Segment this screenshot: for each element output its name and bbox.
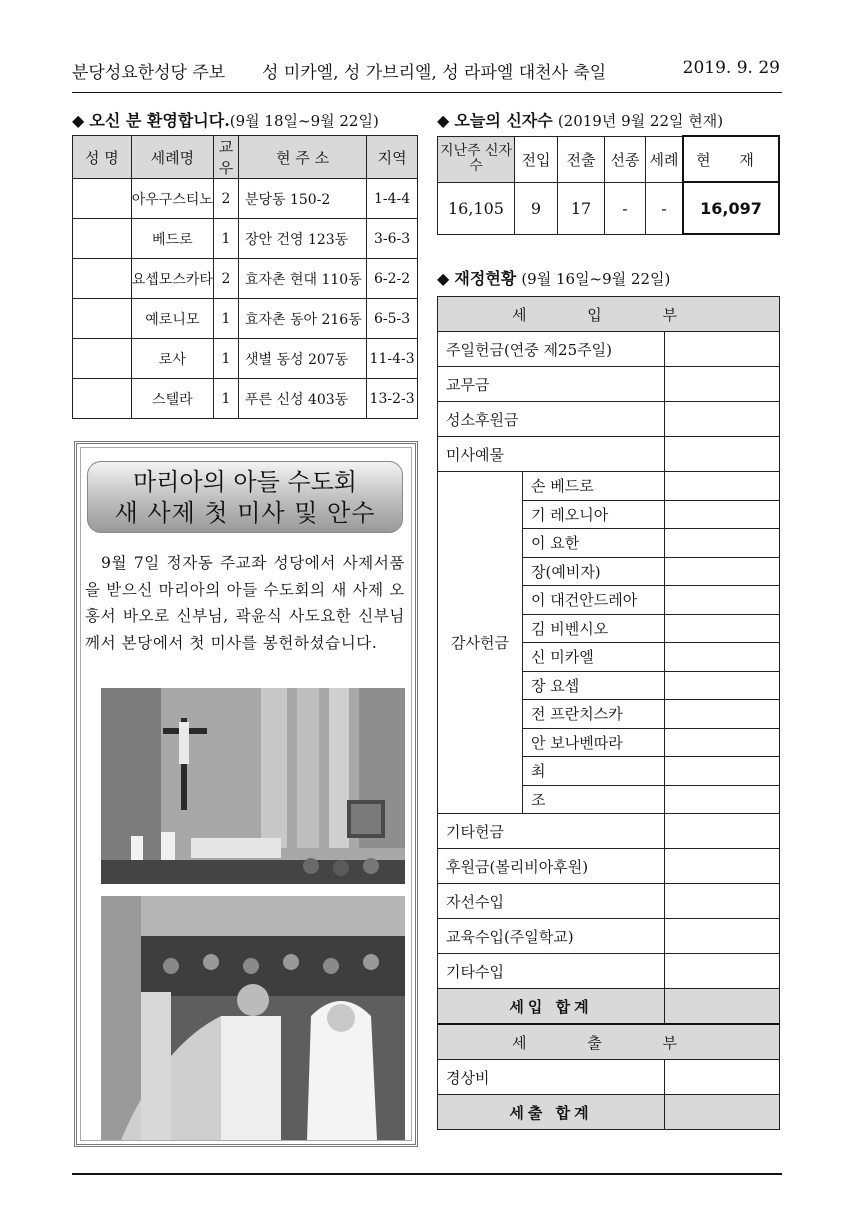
cell-baptismal: 예로니모: [131, 299, 213, 339]
cell-name: [73, 379, 132, 419]
income-amount: [665, 437, 780, 472]
donor-name: 최: [523, 757, 665, 786]
table-row: [438, 849, 780, 884]
donor-name: 장(예비자): [523, 557, 665, 586]
header-rule: [72, 92, 782, 93]
table-row: [438, 367, 780, 402]
table-row: [73, 219, 418, 259]
cell-address: 분당동 150-2: [238, 179, 366, 219]
col-address: 현 주 소: [238, 136, 366, 179]
cell-area: 13-2-3: [367, 379, 418, 419]
income-total-amount: [665, 989, 780, 1025]
table-row: [73, 379, 418, 419]
income-item: 교무금: [438, 367, 665, 402]
other-amount: [665, 884, 780, 919]
cell-address: 푸른 신성 403동: [238, 379, 366, 419]
table-row: [438, 919, 780, 954]
expense-header: 세 출 부: [438, 1024, 780, 1060]
table-row: [73, 299, 418, 339]
welcome-title: 오신 분 환영합니다.: [89, 111, 230, 130]
cell-area: 6-2-2: [367, 259, 418, 299]
feature-title-line1: 마리아의 아들 수도회: [133, 468, 357, 496]
cell-address: 효자촌 현대 110동: [238, 259, 366, 299]
value-deceased: -: [605, 182, 646, 234]
donor-amount: [665, 643, 780, 672]
believers-period: (2019년 9월 22일 현재): [557, 112, 724, 130]
cell-baptismal: 로사: [131, 339, 213, 379]
expense-total-row: [438, 1095, 780, 1130]
diamond-icon: ◆: [72, 111, 85, 130]
feature-title-line2: 새 사제 첫 미사 및 안수: [114, 499, 376, 527]
income-item: 성소후원금: [438, 402, 665, 437]
diamond-icon: ◆: [437, 111, 450, 130]
cell-name: [73, 339, 132, 379]
donor-amount: [665, 557, 780, 586]
income-item: 미사예물: [438, 437, 665, 472]
income-amount: [665, 402, 780, 437]
believers-header-row: [438, 136, 780, 182]
col-area: 지역: [367, 136, 418, 179]
feature-box: [74, 441, 418, 1147]
table-row: [438, 472, 780, 501]
feature-body: 9월 7일 정자동 주교좌 성당에서 사제서품을 받으신 마리아의 아들 수도회의 새 사제 오홍서 바오로 신부님, 곽윤식 사도요한 신부님께서 본당에서 첫 미사를 봉헌하셨습니다.: [85, 554, 405, 652]
donor-amount: [665, 500, 780, 529]
value-move-out: 17: [558, 182, 605, 234]
diamond-icon: ◆: [437, 269, 450, 288]
col-last-week: 지난주 신자수: [438, 136, 515, 182]
other-amount: [665, 954, 780, 989]
believers-table: [437, 135, 780, 235]
cell-name: [73, 179, 132, 219]
bulletin-date: 2019. 9. 29: [682, 58, 780, 78]
income-amount: [665, 367, 780, 402]
finance-table: [437, 296, 780, 1130]
cell-name: [73, 299, 132, 339]
page-header: [72, 58, 780, 84]
expense-total-label: 세출 합계: [438, 1095, 665, 1130]
col-baptismal: 세례명: [131, 136, 213, 179]
donor-name: 안 보나벤따라: [523, 728, 665, 757]
thanks-offering-label: 감사헌금: [438, 472, 523, 814]
donor-name: 신 미카엘: [523, 643, 665, 672]
donor-amount: [665, 700, 780, 729]
finance-title: 재정현황: [454, 269, 517, 288]
income-total-row: [438, 989, 780, 1025]
table-row: [438, 437, 780, 472]
donor-amount: [665, 472, 780, 501]
cell-area: 1-4-4: [367, 179, 418, 219]
expense-item: 경상비: [438, 1060, 665, 1095]
donor-name: 이 요한: [523, 529, 665, 558]
other-amount: [665, 814, 780, 849]
donor-amount: [665, 586, 780, 615]
income-amount: [665, 332, 780, 367]
cell-name: [73, 219, 132, 259]
col-deceased: 선종: [605, 136, 646, 182]
donor-amount: [665, 785, 780, 814]
table-row: [438, 402, 780, 437]
laying-of-hands-photo: [101, 896, 405, 1140]
cell-name: [73, 259, 132, 299]
value-last-week: 16,105: [438, 182, 515, 234]
first-mass-altar-photo: [101, 688, 405, 884]
col-family: 교우: [214, 136, 239, 179]
col-name: 성 명: [73, 136, 132, 179]
cell-family: 1: [214, 299, 239, 339]
believers-heading: [437, 108, 723, 131]
donor-name: 전 프란치스카: [523, 700, 665, 729]
other-item: 기타수입: [438, 954, 665, 989]
believers-value-row: [438, 182, 780, 234]
feature-banner: [87, 461, 403, 533]
table-row: [438, 814, 780, 849]
table-row: [438, 884, 780, 919]
welcome-table: [72, 135, 418, 419]
value-baptism: -: [646, 182, 684, 234]
welcome-table-header: [73, 136, 418, 179]
table-row: [438, 1060, 780, 1095]
table-row: [73, 339, 418, 379]
cell-area: 11-4-3: [367, 339, 418, 379]
feast-title: 성 미카엘, 성 가브리엘, 성 라파엘 대천사 축일: [262, 63, 607, 83]
other-item: 교육수입(주일학교): [438, 919, 665, 954]
cell-family: 1: [214, 339, 239, 379]
welcome-period: (9월 18일~9월 22일): [229, 112, 379, 130]
donor-amount: [665, 728, 780, 757]
donor-name: 조: [523, 785, 665, 814]
welcome-heading: [72, 108, 379, 131]
cell-area: 6-5-3: [367, 299, 418, 339]
expense-total-amount: [665, 1095, 780, 1130]
cell-baptismal: 베드로: [131, 219, 213, 259]
finance-period: (9월 16일~9월 22일): [521, 270, 671, 288]
table-row: [438, 332, 780, 367]
cell-family: 2: [214, 179, 239, 219]
col-baptism: 세례: [646, 136, 684, 182]
believers-title: 오늘의 신자수: [454, 111, 553, 130]
table-row: [73, 179, 418, 219]
cell-baptismal: 아우구스티노: [131, 179, 213, 219]
donor-amount: [665, 529, 780, 558]
value-current: 16,097: [683, 182, 779, 234]
footer-rule: [72, 1173, 782, 1175]
cell-baptismal: 스텔라: [131, 379, 213, 419]
col-move-out: 전출: [558, 136, 605, 182]
income-header: 세 입 부: [438, 297, 780, 332]
cell-family: 2: [214, 259, 239, 299]
cell-address: 샛별 동성 207동: [238, 339, 366, 379]
cell-address: 효자촌 동아 216동: [238, 299, 366, 339]
income-item: 주일헌금(연중 제25주일): [438, 332, 665, 367]
donor-amount: [665, 671, 780, 700]
expense-amount: [665, 1060, 780, 1095]
value-move-in: 9: [515, 182, 558, 234]
table-row: [438, 954, 780, 989]
col-current: 현 재: [683, 136, 779, 182]
other-amount: [665, 849, 780, 884]
donor-name: 장 요셉: [523, 671, 665, 700]
other-item: 기타헌금: [438, 814, 665, 849]
other-amount: [665, 919, 780, 954]
donor-name: 이 대건안드레아: [523, 586, 665, 615]
cell-baptismal: 요셉모스카타: [131, 259, 213, 299]
other-item: 후원금(볼리비아후원): [438, 849, 665, 884]
table-row: [73, 259, 418, 299]
donor-amount: [665, 614, 780, 643]
cell-family: 1: [214, 379, 239, 419]
bulletin-name: 분당성요한성당 주보: [72, 63, 226, 83]
cell-family: 1: [214, 219, 239, 259]
cell-address: 장안 건영 123동: [238, 219, 366, 259]
other-item: 자선수입: [438, 884, 665, 919]
income-total-label: 세입 합계: [438, 989, 665, 1025]
donor-name: 기 레오니아: [523, 500, 665, 529]
col-move-in: 전입: [515, 136, 558, 182]
finance-heading: [437, 266, 670, 289]
donor-name: 김 비벤시오: [523, 614, 665, 643]
cell-area: 3-6-3: [367, 219, 418, 259]
donor-name: 손 베드로: [523, 472, 665, 501]
donor-amount: [665, 757, 780, 786]
